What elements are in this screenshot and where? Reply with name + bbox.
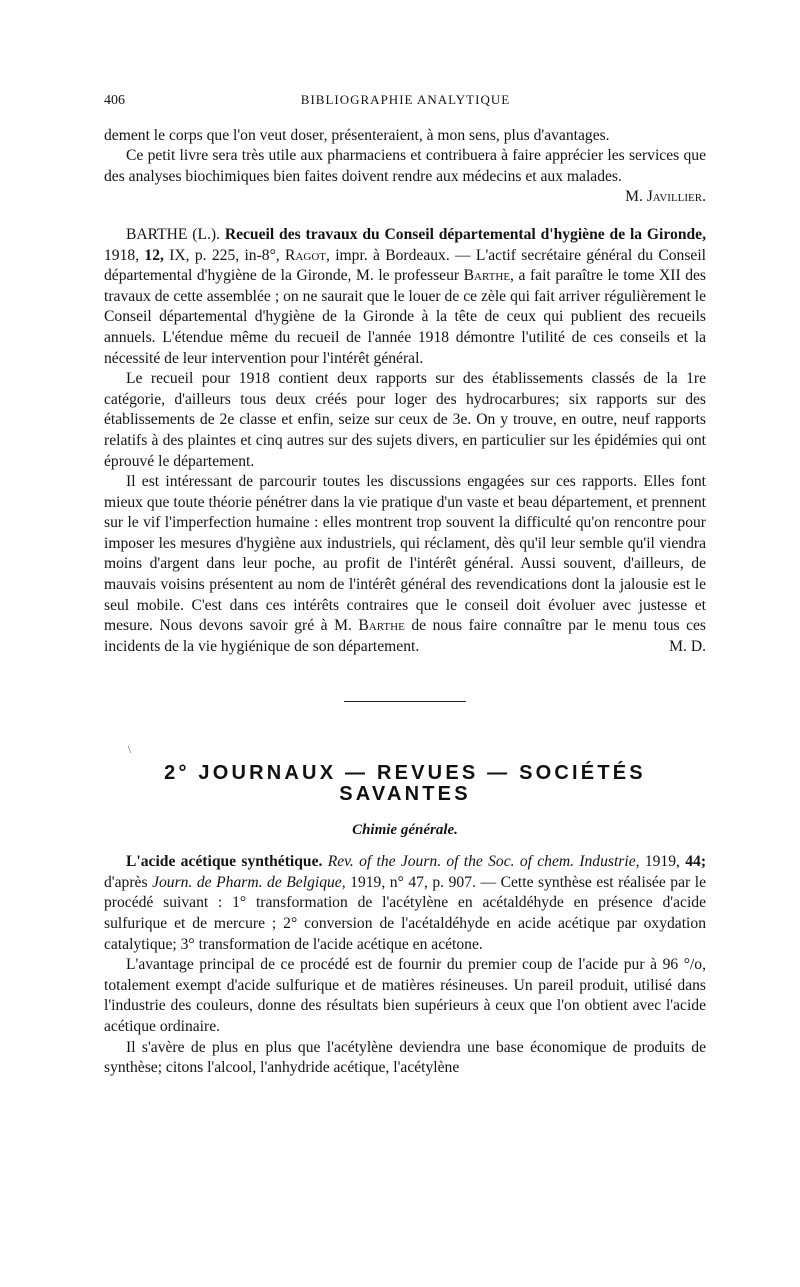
- review-2-text-3a: Il est intéressant de parcourir toutes les discussions engagées sur ces rapports. Elles font mieux que toute théorie pénétrer dans la vie pratique d'un vaste et beau département, et prennent sur le vif l'imperfection humaine : elles montrent trop souvent la difficulté qu'on rencontre pour imposer les mesures d'hygiène aux industriels, qui réclament, dès qu'il leur semble qu'il viendra moins d'argent dans leur poche, au profit de l'intérêt général. Aussi souvent, d'ailleurs, de mauvais voisins présentent au nom de l'intérêt général des revendications dont la jalousie est le seul mobile. C'est dans ces intérêts contraires que le conseil doit évoluer avec justesse et mesure. Nous devons savoir gré à M.: [104, 473, 706, 635]
- review-2-paragraph-2: Le recueil pour 1918 contient deux rapports sur des établissements classés de la 1re catégorie, d'ailleurs tous deux créés pour loger des hydrocarbures; six rapports sur des établissements de 2e classe et enfin, seize sur ceux de 3e. On y trouve, en outre, neuf rapports relatifs à des plaintes et cinq autres sur des sujets divers, en particulier sur les épidémies qui ont éprouvé le département.: [104, 370, 706, 470]
- review-2-year: 1918,: [104, 246, 140, 264]
- article: [104, 852, 706, 1079]
- article-source-b: Journ. de Pharm. de Belgique,: [152, 873, 346, 891]
- review-2-author-ref-2: Barthe: [358, 617, 405, 635]
- page: [104, 90, 706, 1079]
- running-title: BIBLIOGRAPHIE ANALYTIQUE: [300, 92, 511, 107]
- page-header: [104, 90, 706, 112]
- article-text-1: 1919, n° 47, p. 907. — Cette synthèse est réalisée par le procédé suivant : 1° transformation de l'acétylène en acétaldéhyde en présence d'acide sulfurique et de mercure ; 2° conversion de l'acétaldéhyde en acide acétique par oxydation catalytique; 3° transformation de l'acide acétique en acétone.: [104, 873, 706, 953]
- review-1: [104, 126, 706, 208]
- review-1-continuation: dement le corps que l'on veut doser, présenteraient, à mon sens, plus d'avantages.: [104, 126, 610, 144]
- review-2-text-1: a fait paraître le tome XII des travaux de cette assemblée ; on ne saurait que le louer de ce zèle qui fait arriver régulièrement le Conseil départemental d'hygiène de la Gironde à la tête de ceux qui publient des recueils annuels. L'étendue même du recueil de l'année 1918 démontre l'utilité de ces conseils et la nécessité de leur intervention pour l'intérêt général.: [104, 267, 706, 367]
- article-volume-a: 44;: [685, 853, 707, 871]
- review-2-paragraph-1: [104, 225, 706, 369]
- review-2-title: Recueil des travaux du Conseil départemental d'hygiène de la Gironde,: [224, 225, 706, 243]
- page-number: 406: [104, 93, 125, 108]
- review-2-text-3b: de nous faire connaître par le menu tous ces incidents de la vie hygiénique de son département.: [104, 617, 706, 655]
- review-2-volume: 12,: [144, 246, 164, 264]
- review-2-signature: M. D.: [669, 637, 706, 655]
- review-2-publisher: Ragot,: [285, 246, 330, 264]
- review-1-text: Ce petit livre sera très utile aux pharmaciens et contribuera à faire apprécier les services que des analyses biochimiques bien faites doivent rendre aux médecins et aux malades.: [104, 147, 706, 185]
- section-divider: [344, 701, 466, 702]
- article-after: d'après: [104, 873, 148, 891]
- article-title: L'acide acétique synthétique.: [126, 853, 323, 871]
- review-2-pages: IX, p. 225, in-8°,: [169, 246, 280, 264]
- review-1-paragraph: [104, 146, 706, 208]
- article-paragraph-2: L'avantage principal de ce procédé est de fournir du premier coup de l'acide pur à 96 °/o, totalement exempt d'acide sulfurique et de matières résineuses. Un pareil produit, utilisé dans l'industrie des couleurs, donne des résultats bien supérieurs à ceux que l'on obtient avec l'acide acétique ordinaire.: [104, 956, 706, 1035]
- article-paragraph-1: [104, 852, 706, 955]
- review-2-intro: impr. à Bordeaux. — L'actif secrétaire général du Conseil départemental d'hygiène de la Gironde, M. le professeur: [104, 246, 707, 285]
- review-2-author: BARTHE (L.).: [126, 225, 220, 243]
- article-source-a: Rev. of the Journ. of the Soc. of chem. Industrie,: [327, 853, 640, 871]
- section-title: 2° JOURNAUX — REVUES — SOCIÉTÉS SAVANTES: [164, 762, 646, 806]
- review-2-author-ref: Barthe,: [463, 267, 514, 285]
- review-2-paragraph-3: [104, 472, 706, 657]
- stray-mark: \: [128, 744, 132, 756]
- article-year-a: 1919,: [644, 853, 680, 871]
- review-1-signature: M. Javillier.: [625, 188, 706, 206]
- review-2: [104, 225, 706, 657]
- article-paragraph-3: Il s'avère de plus en plus que l'acétylène deviendra une base économique de produits de synthèse; citons l'alcool, l'anhydride acétique, l'acétylène: [104, 1038, 706, 1077]
- subsection-title: Chimie générale.: [352, 821, 458, 838]
